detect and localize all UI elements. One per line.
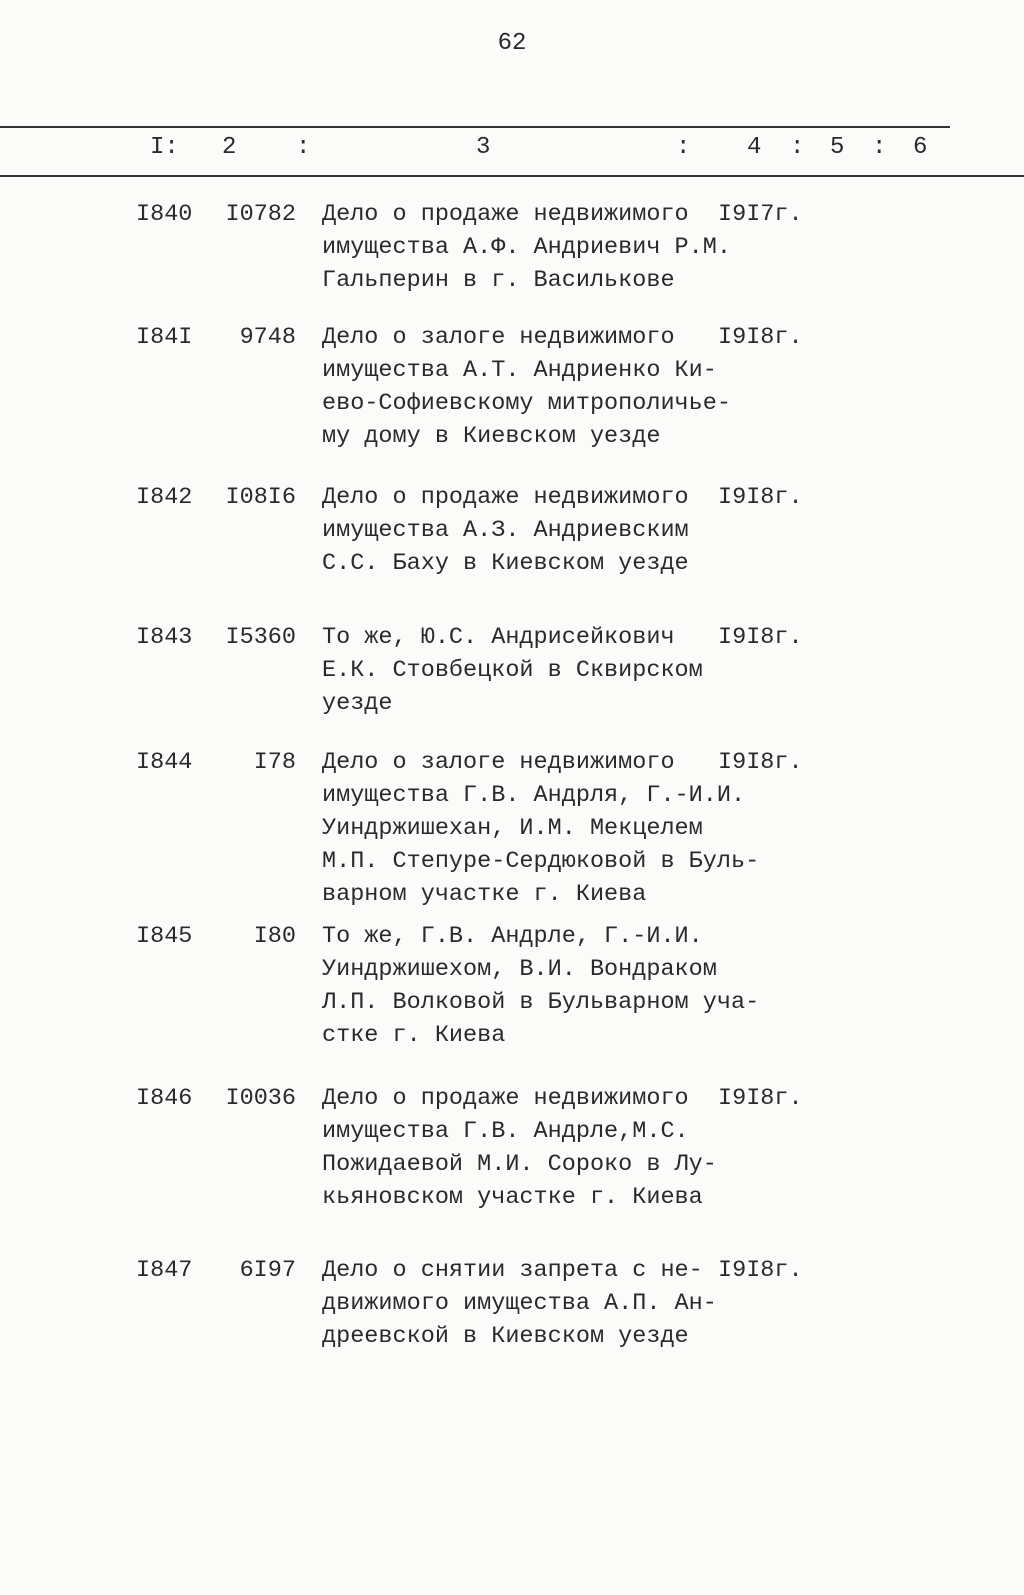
entry-number: I847 [136, 1257, 193, 1284]
entry-year: I9I7г. [718, 201, 803, 228]
entry-description [322, 1082, 717, 1214]
description-line: Уиндржишехом, В.И. Вондраком [322, 956, 717, 983]
column-header-4: 4 [747, 134, 762, 161]
entry-description [322, 481, 689, 580]
column-header-1: I: [150, 134, 179, 161]
description-line: Дело о залоге недвижимого [322, 324, 675, 351]
column-header-2: 2 [222, 134, 237, 161]
description-line: Е.К. Стовбецкой в Сквирском [322, 657, 703, 684]
description-line: му дому в Киевском уезде [322, 423, 661, 450]
header-top-rule [0, 126, 950, 128]
entry-description [322, 321, 731, 453]
entry-description [322, 1254, 717, 1353]
description-line: Дело о продаже недвижимого [322, 1085, 689, 1112]
column-header-5: 5 [830, 134, 845, 161]
entry-number: I84I [136, 324, 193, 351]
description-line: имущества А.Ф. Андриевич Р.М. [322, 234, 731, 261]
entry-year: I9I8г. [718, 624, 803, 651]
description-line: Гальперин в г. Василькове [322, 267, 675, 294]
description-line: имущества Г.В. Андрле,М.С. [322, 1118, 689, 1145]
description-line: имущества Г.В. Андрля, Г.-И.И. [322, 782, 746, 809]
entry-number: I846 [136, 1085, 193, 1112]
entry-number: I840 [136, 201, 193, 228]
description-line: Дело о залоге недвижимого [322, 749, 675, 776]
entry-description [322, 621, 703, 720]
entry-year: I9I8г. [718, 749, 803, 776]
file-number: I0782 [225, 201, 296, 228]
description-line: Дело о продаже недвижимого [322, 484, 689, 511]
entry-description [322, 746, 759, 911]
entry-year: I9I8г. [718, 1257, 803, 1284]
description-line: кьяновском участке г. Киева [322, 1184, 703, 1211]
description-line: Дело о снятии запрета с не- [322, 1257, 703, 1284]
file-number: I80 [253, 923, 296, 950]
description-line: дреевской в Киевском уезде [322, 1323, 689, 1350]
description-line: варном участке г. Киева [322, 881, 647, 908]
column-separator: : [676, 134, 691, 161]
entry-year: I9I8г. [718, 324, 803, 351]
entry-number: I843 [136, 624, 193, 651]
column-separator: : [872, 134, 887, 161]
file-number: I5360 [225, 624, 296, 651]
column-separator: : [790, 134, 805, 161]
file-number: 9748 [239, 324, 296, 351]
column-header-3: 3 [476, 134, 491, 161]
description-line: ево-Софиевскому митрополичье- [322, 390, 731, 417]
description-line: То же, Ю.С. Андрисейкович [322, 624, 675, 651]
description-line: Дело о продаже недвижимого [322, 201, 689, 228]
description-line: Пожидаевой М.И. Сороко в Лу- [322, 1151, 717, 1178]
entry-year: I9I8г. [718, 1085, 803, 1112]
description-line: Уиндржишехан, И.М. Мекцелем [322, 815, 703, 842]
page-number: 62 [497, 30, 527, 57]
description-line: М.П. Степуре-Сердюковой в Буль- [322, 848, 760, 875]
description-line: стке г. Киева [322, 1022, 506, 1049]
file-number: 6I97 [239, 1257, 296, 1284]
entry-description [322, 920, 759, 1052]
entry-year: I9I8г. [718, 484, 803, 511]
description-line: уезде [322, 690, 393, 717]
description-line: Л.П. Волковой в Бульварном уча- [322, 989, 760, 1016]
description-line: имущества А.Т. Андриенко Ки- [322, 357, 717, 384]
file-number: I78 [253, 749, 296, 776]
column-separator: : [296, 134, 311, 161]
description-line: То же, Г.В. Андрле, Г.-И.И. [322, 923, 703, 950]
entry-number: I844 [136, 749, 193, 776]
description-line: С.С. Баху в Киевском уезде [322, 550, 689, 577]
description-line: имущества А.З. Андриевским [322, 517, 689, 544]
description-line: движимого имущества А.П. Ан- [322, 1290, 717, 1317]
header-bottom-rule [0, 175, 1024, 177]
file-number: I08I6 [225, 484, 296, 511]
column-header-6: 6 [913, 134, 928, 161]
file-number: I0036 [225, 1085, 296, 1112]
entry-number: I845 [136, 923, 193, 950]
entry-number: I842 [136, 484, 193, 511]
entry-description [322, 198, 731, 297]
